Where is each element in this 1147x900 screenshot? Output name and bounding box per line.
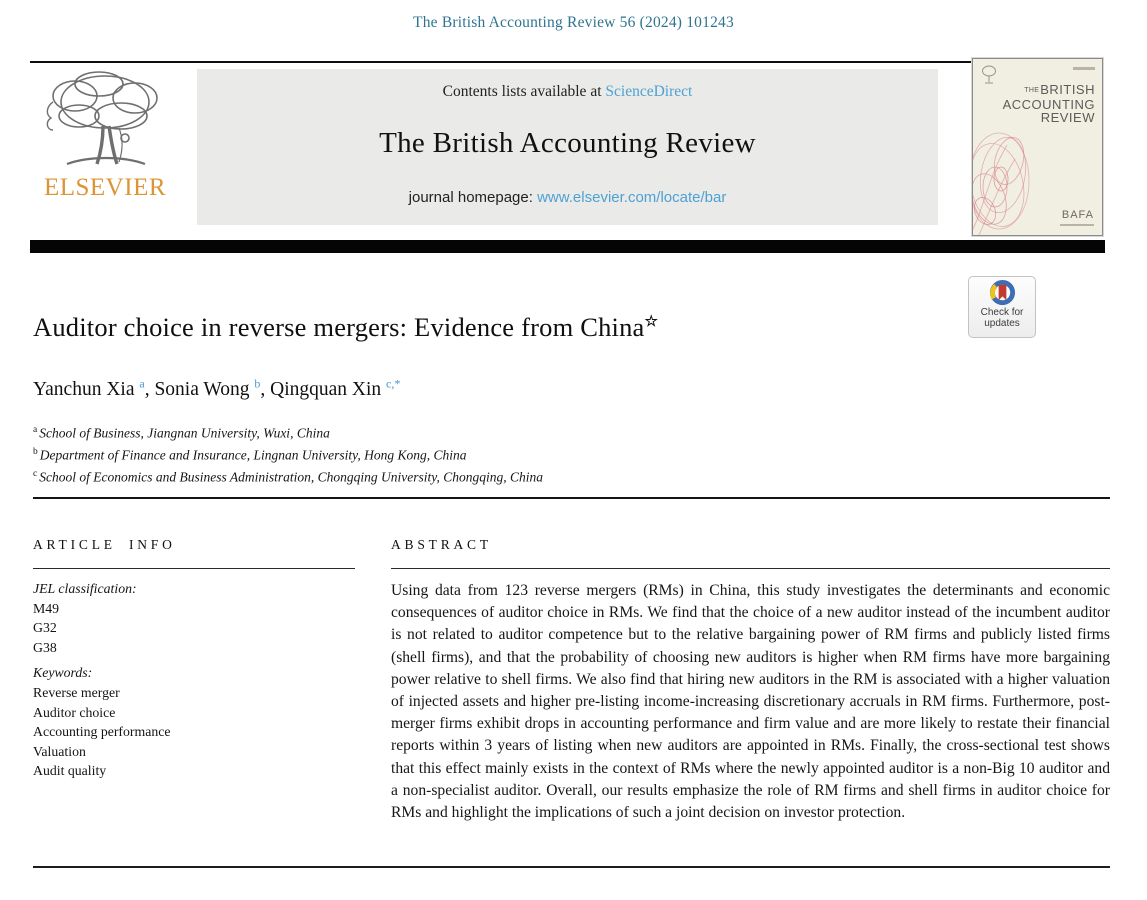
cover-bafa-logo: BAFA (1061, 209, 1094, 221)
sciencedirect-link[interactable]: ScienceDirect (605, 83, 693, 100)
article-title (33, 312, 933, 343)
cover-bafa-subtext (1060, 224, 1094, 226)
elsevier-tree-icon (30, 68, 180, 172)
check-for-updates-badge[interactable] (968, 276, 1036, 338)
header-divider-bar (30, 240, 1105, 253)
author: Yanchun Xia $^a$, (33, 376, 155, 400)
homepage-label: journal homepage: (408, 189, 538, 206)
header-top-rule (30, 61, 1016, 63)
elsevier-logo (30, 68, 180, 228)
author-affiliation-link[interactable]: b (254, 376, 261, 390)
jel-code: G32 (33, 620, 57, 636)
cover-title-review: REVIEW (1040, 110, 1095, 125)
page-bottom-rule (33, 866, 1110, 868)
keyword: Reverse merger (33, 684, 120, 700)
homepage-line (197, 189, 938, 206)
article-title-text: Auditor choice in reverse mergers: Evidence from China (33, 312, 645, 342)
crossmark-label-line2: updates (984, 318, 1020, 329)
jel-code: G38 (33, 639, 57, 655)
article-info-rule (33, 568, 355, 569)
abstract-rule (391, 568, 1110, 569)
cover-volume-text (1073, 67, 1095, 70)
keyword: Audit quality (33, 763, 107, 779)
keyword: Accounting performance (33, 724, 171, 740)
cover-elsevier-tree-icon (981, 65, 997, 90)
author-list (33, 376, 400, 401)
keyword: Auditor choice (33, 704, 116, 720)
journal-citation-link[interactable]: The British Accounting Review 56 (2024) 101243 (413, 14, 734, 31)
abstract-header: ABSTRACT (391, 537, 492, 552)
cover-title-accounting: ACCOUNTING (1002, 96, 1095, 112)
abstract-text: Using data from 123 reverse mergers (RMs) in China, this study investigates the determinants and economic consequences of auditor choice in RMs. We find that the choice of a new auditor instead of the incumbent auditor is not related to auditor competence but to the relative bargaining power of RM firms and publicly listed firms (shell firms), and that the probability of choosing new auditors is higher when RM firms have more bargaining power relative to shell firms. We also find that hiring new auditors in the RM is associated with a higher valuation of injected assets and higher pre-listing income-increasing discretionary accruals in RM firms. Furthermore, post-merger firms exhibit drops in accounting performance and firm value and are more likely to restate their financial reports within 3 years of listing when new auditors are appointed in RMs. Finally, the cross-sectional test shows that this effect mainly exists in the context of RMs where the newly appointed auditor is a non-Big 10 auditor and a non-specialist auditor. Overall, our results emphasize the role of RM firms and shell firms in auditor choice for RMs and highlight the implications of such a joint decision on investor protection. (391, 582, 1110, 822)
crossmark-label-line1: Check for (980, 307, 1024, 318)
jel-classification-label: JEL classification: (33, 581, 137, 596)
journal-title: The British Accounting Review (379, 127, 756, 159)
article-info-header: ARTICLE INFO (33, 537, 176, 552)
affiliation-item: $^a$ School of Business, Jiangnan University, Wuxi, China (33, 425, 330, 441)
crossmark-logo-icon (969, 280, 1035, 307)
author-affiliation-link[interactable]: c,* (386, 376, 401, 390)
journal-banner (197, 69, 938, 225)
affiliation-item: $^b$ Department of Finance and Insurance, Lingnan University, Hong Kong, China (33, 447, 467, 463)
author-affiliation-link[interactable]: a (139, 376, 145, 390)
author: Sonia Wong $^b$, (154, 376, 271, 400)
journal-cover-thumbnail[interactable] (972, 58, 1103, 236)
title-footnote-star[interactable]: ☆ (644, 314, 659, 331)
cover-title-british: BRITISH (1040, 82, 1095, 97)
section-divider (33, 497, 1110, 499)
cover-wireframe-art (972, 115, 1051, 236)
keyword: Valuation (33, 743, 86, 759)
jel-code: M49 (33, 600, 60, 616)
crossmark-label (969, 307, 1035, 329)
author: Qingquan Xin $^{c,*}$ (270, 376, 401, 400)
contents-prefix: Contents lists available at (442, 83, 606, 100)
affiliation-item: $^c$ School of Economics and Business Administration, Chongqing University, Chongqing, China (33, 469, 543, 485)
affiliations (33, 421, 543, 487)
elsevier-wordmark: ELSEVIER (43, 174, 167, 201)
contents-line (197, 83, 938, 101)
keywords-label: Keywords: (33, 665, 93, 681)
cover-title-the: THE (1024, 87, 1040, 94)
article-info-column (33, 579, 363, 781)
journal-homepage-link[interactable]: www.elsevier.com/locate/bar (537, 189, 727, 206)
